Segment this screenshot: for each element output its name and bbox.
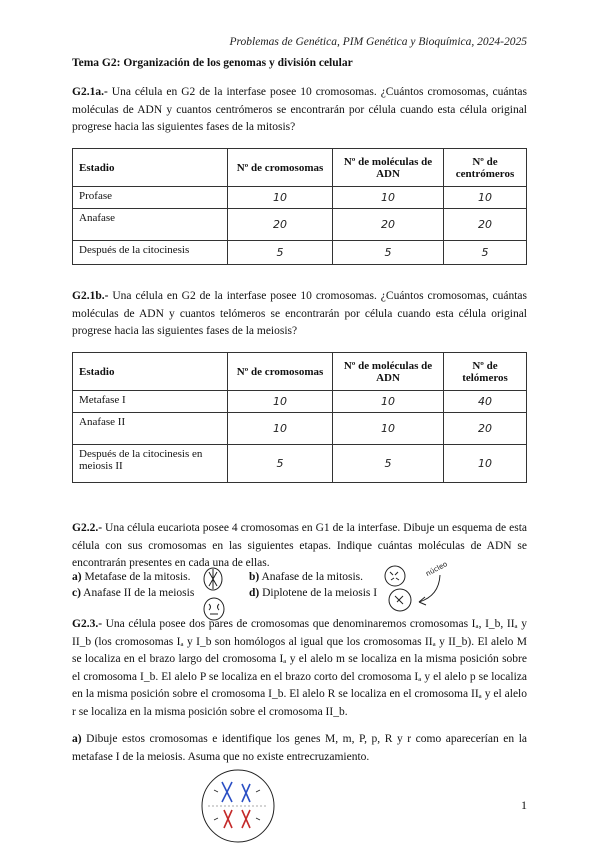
table-row xyxy=(73,241,527,265)
answer-cell: 5 xyxy=(444,241,527,265)
problem-text: Una célula en G2 de la interfase posee 10 cromosomas. ¿Cuántos cromosomas, cuántas moléculas de ADN y cuantos telómeros se encontrarán por célula cuando esta célula original progrese hacia las siguientes fases de la meiosis? xyxy=(72,290,527,337)
list-item: c) Anafase II de la meiosis xyxy=(72,587,195,599)
answer-cell: 5 xyxy=(228,445,333,483)
answer-cell: 5 xyxy=(228,241,333,265)
answer-cell: 10 xyxy=(444,187,527,209)
stage-cell: Anafase II xyxy=(73,413,228,445)
problem-label: G2.2.- xyxy=(72,522,103,534)
arrow-icon xyxy=(405,572,445,606)
table-row xyxy=(73,413,527,445)
problem-g23-a xyxy=(72,731,527,766)
problem-g21a xyxy=(72,84,527,137)
table-g21a xyxy=(72,148,527,265)
item-key: a) xyxy=(72,733,82,745)
problem-label: G2.1a.- xyxy=(72,86,108,98)
page-header: Problemas de Genética, PIM Genética y Bioquímica, 2024-2025 xyxy=(229,36,527,48)
answer-cell: 5 xyxy=(333,445,444,483)
stage-cell: Profase xyxy=(73,187,228,209)
problem-label: G2.3.- xyxy=(72,618,103,630)
table-g21b xyxy=(72,352,527,483)
list-item: a) Metafase de la mitosis. xyxy=(72,571,191,583)
table-row xyxy=(73,209,527,241)
problem-g21b xyxy=(72,288,527,341)
col-header: Nº de moléculas de ADN xyxy=(333,149,444,187)
answer-cell: 10 xyxy=(333,413,444,445)
table-row xyxy=(73,391,527,413)
scribble-note: núcleo xyxy=(424,560,449,578)
list-item: b) Anafase de la mitosis. xyxy=(249,571,364,583)
problem-text: Una célula posee dos pares de cromosomas que denominaremos cromosomas Iₐ, I_b, IIₐ y II_b (los cromosomas Iₐ y I_b son homólogos al igual que los cromosomas IIₐ y II_b). El alelo M se localiza en el brazo largo del cromosoma Iₐ y el alelo m se localiza en la misma posición sobre el cromosoma I_b. El alelo P se localiza en el brazo corto del cromosoma Iₐ y el alelo p se localiza en la misma posición sobre el cromosoma I_b. El alelo R se localiza en el cromosoma IIₐ y el alelo r se localiza en la misma posición sobre el cromosoma II_b. xyxy=(72,618,527,718)
col-header: Nº de cromosomas xyxy=(228,353,333,391)
page-number: 1 xyxy=(521,798,527,812)
metaphase-drawing-icon xyxy=(198,762,278,846)
answer-cell: 5 xyxy=(333,241,444,265)
problem-g22 xyxy=(72,520,527,573)
problem-g23 xyxy=(72,616,527,721)
answer-cell: 10 xyxy=(228,187,333,209)
col-header: Estadio xyxy=(73,353,228,391)
answer-cell: 20 xyxy=(333,209,444,241)
answer-cell: 20 xyxy=(444,209,527,241)
stage-cell: Metafase I xyxy=(73,391,228,413)
answer-cell: 20 xyxy=(444,413,527,445)
answer-cell: 10 xyxy=(333,391,444,413)
item-text: Dibuje estos cromosomas e identifique los genes M, m, P, p, R y r como aparecerían en la metafase I de la meiosis. Asuma que no existe entrecruzamiento. xyxy=(72,733,527,763)
col-header: Nº de centrómeros xyxy=(444,149,527,187)
problem-text: Una célula en G2 de la interfase posee 10 cromosomas. ¿Cuántos cromosomas, cuántas moléculas de ADN y cuantos centrómeros se encontrarán por célula cuando esta célula original progrese hacia las siguientes fases de la mitosis? xyxy=(72,86,527,133)
answer-cell: 40 xyxy=(444,391,527,413)
section-title: Tema G2: Organización de los genomas y división celular xyxy=(72,57,353,69)
answer-cell: 10 xyxy=(228,391,333,413)
cell-sketch-icon xyxy=(200,566,228,622)
col-header: Nº de moléculas de ADN xyxy=(333,353,444,391)
stage-cell: Anafase xyxy=(73,209,228,241)
table-row xyxy=(73,445,527,483)
col-header: Nº de telómeros xyxy=(444,353,527,391)
stage-cell: Después de la citocinesis en meiosis II xyxy=(73,445,228,483)
list-item: d) Diplotene de la meiosis I xyxy=(249,587,378,599)
col-header: Estadio xyxy=(73,149,228,187)
stage-cell: Después de la citocinesis xyxy=(73,241,228,265)
answer-cell: 10 xyxy=(228,413,333,445)
answer-cell: 10 xyxy=(444,445,527,483)
answer-cell: 20 xyxy=(228,209,333,241)
problem-text: Una célula eucariota posee 4 cromosomas en G1 de la interfase. Dibuje un esquema de esta célula con sus cromosomas en las siguientes etapas. Indique cuántas moléculas de ADN se encontrarán presentes en cada una de ellas. xyxy=(72,522,527,569)
problem-label: G2.1b.- xyxy=(72,290,109,302)
answer-cell: 10 xyxy=(333,187,444,209)
col-header: Nº de cromosomas xyxy=(228,149,333,187)
table-row xyxy=(73,187,527,209)
